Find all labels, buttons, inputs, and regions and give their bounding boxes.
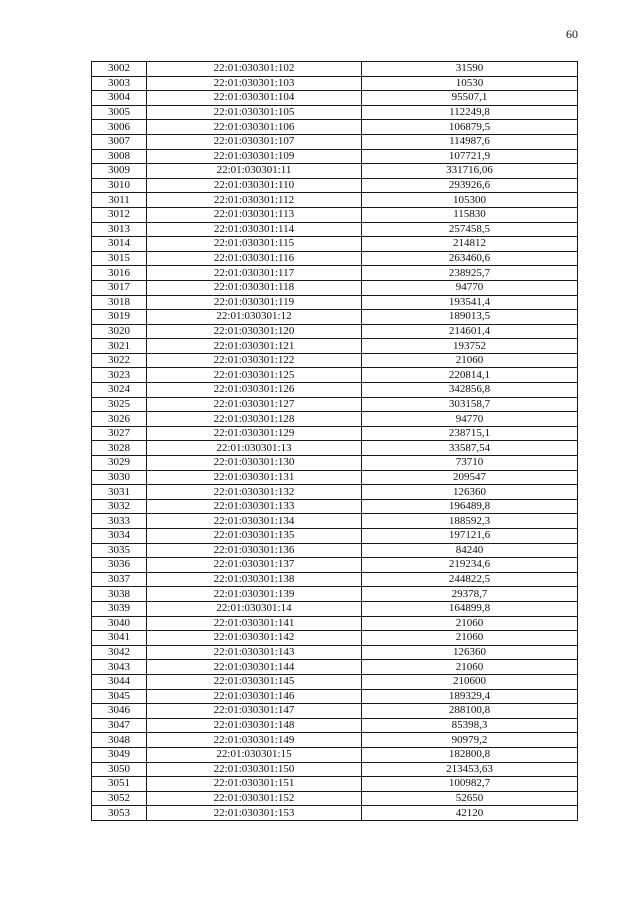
value-cell: 213453,63	[362, 762, 578, 777]
row-number-cell: 3033	[92, 514, 147, 529]
row-number-cell: 3035	[92, 543, 147, 558]
cadastral-value-table	[91, 61, 578, 821]
table-row	[92, 383, 578, 398]
row-number-cell: 3003	[92, 76, 147, 91]
row-number-cell: 3005	[92, 105, 147, 120]
cadastral-number-cell: 22:01:030301:15	[147, 747, 362, 762]
table-row	[92, 324, 578, 339]
cadastral-number-cell: 22:01:030301:106	[147, 120, 362, 135]
value-cell: 210600	[362, 674, 578, 689]
cadastral-number-cell: 22:01:030301:128	[147, 412, 362, 427]
row-number-cell: 3015	[92, 251, 147, 266]
value-cell: 293926,6	[362, 178, 578, 193]
row-number-cell: 3017	[92, 280, 147, 295]
cadastral-number-cell: 22:01:030301:107	[147, 134, 362, 149]
table-row	[92, 558, 578, 573]
table-row	[92, 207, 578, 222]
row-number-cell: 3049	[92, 747, 147, 762]
row-number-cell: 3011	[92, 193, 147, 208]
table-row	[92, 485, 578, 500]
table-row	[92, 280, 578, 295]
cadastral-number-cell: 22:01:030301:144	[147, 660, 362, 675]
row-number-cell: 3047	[92, 718, 147, 733]
cadastral-number-cell: 22:01:030301:133	[147, 499, 362, 514]
cadastral-number-cell: 22:01:030301:11	[147, 164, 362, 179]
table-row	[92, 631, 578, 646]
cadastral-number-cell: 22:01:030301:152	[147, 791, 362, 806]
value-cell: 107721,9	[362, 149, 578, 164]
row-number-cell: 3028	[92, 441, 147, 456]
cadastral-number-cell: 22:01:030301:153	[147, 806, 362, 821]
cadastral-number-cell: 22:01:030301:112	[147, 193, 362, 208]
cadastral-number-cell: 22:01:030301:129	[147, 426, 362, 441]
value-cell: 214601,4	[362, 324, 578, 339]
row-number-cell: 3022	[92, 353, 147, 368]
row-number-cell: 3013	[92, 222, 147, 237]
table-row	[92, 441, 578, 456]
row-number-cell: 3008	[92, 149, 147, 164]
table-row	[92, 572, 578, 587]
value-cell: 94770	[362, 280, 578, 295]
row-number-cell: 3009	[92, 164, 147, 179]
value-cell: 73710	[362, 456, 578, 471]
cadastral-number-cell: 22:01:030301:116	[147, 251, 362, 266]
row-number-cell: 3048	[92, 733, 147, 748]
value-cell: 182800,8	[362, 747, 578, 762]
row-number-cell: 3012	[92, 207, 147, 222]
table-row	[92, 149, 578, 164]
table-row	[92, 193, 578, 208]
value-cell: 263460,6	[362, 251, 578, 266]
value-cell: 209547	[362, 470, 578, 485]
row-number-cell: 3053	[92, 806, 147, 821]
row-number-cell: 3010	[92, 178, 147, 193]
value-cell: 84240	[362, 543, 578, 558]
table-row	[92, 689, 578, 704]
row-number-cell: 3020	[92, 324, 147, 339]
table-row	[92, 164, 578, 179]
row-number-cell: 3043	[92, 660, 147, 675]
row-number-cell: 3018	[92, 295, 147, 310]
value-cell: 112249,8	[362, 105, 578, 120]
row-number-cell: 3024	[92, 383, 147, 398]
table-row	[92, 62, 578, 77]
value-cell: 94770	[362, 412, 578, 427]
value-cell: 21060	[362, 631, 578, 646]
row-number-cell: 3006	[92, 120, 147, 135]
cadastral-number-cell: 22:01:030301:147	[147, 704, 362, 719]
value-cell: 10530	[362, 76, 578, 91]
cadastral-number-cell: 22:01:030301:109	[147, 149, 362, 164]
row-number-cell: 3050	[92, 762, 147, 777]
value-cell: 42120	[362, 806, 578, 821]
table-row	[92, 718, 578, 733]
table-row	[92, 310, 578, 325]
value-cell: 21060	[362, 616, 578, 631]
cadastral-number-cell: 22:01:030301:142	[147, 631, 362, 646]
cadastral-number-cell: 22:01:030301:151	[147, 777, 362, 792]
value-cell: 238715,1	[362, 426, 578, 441]
cadastral-number-cell: 22:01:030301:102	[147, 62, 362, 77]
row-number-cell: 3004	[92, 91, 147, 106]
table-row	[92, 587, 578, 602]
cadastral-number-cell: 22:01:030301:135	[147, 529, 362, 544]
value-cell: 288100,8	[362, 704, 578, 719]
cadastral-number-cell: 22:01:030301:141	[147, 616, 362, 631]
value-cell: 188592,3	[362, 514, 578, 529]
table-row	[92, 456, 578, 471]
value-cell: 257458,5	[362, 222, 578, 237]
table-row	[92, 397, 578, 412]
cadastral-number-cell: 22:01:030301:145	[147, 674, 362, 689]
table-row	[92, 514, 578, 529]
cadastral-number-cell: 22:01:030301:12	[147, 310, 362, 325]
cadastral-number-cell: 22:01:030301:143	[147, 645, 362, 660]
table-row	[92, 120, 578, 135]
value-cell: 164899,8	[362, 601, 578, 616]
cadastral-number-cell: 22:01:030301:136	[147, 543, 362, 558]
row-number-cell: 3045	[92, 689, 147, 704]
row-number-cell: 3052	[92, 791, 147, 806]
row-number-cell: 3040	[92, 616, 147, 631]
value-cell: 126360	[362, 485, 578, 500]
table-row	[92, 733, 578, 748]
row-number-cell: 3030	[92, 470, 147, 485]
value-cell: 197121,6	[362, 529, 578, 544]
row-number-cell: 3038	[92, 587, 147, 602]
table-row	[92, 222, 578, 237]
cadastral-number-cell: 22:01:030301:130	[147, 456, 362, 471]
value-cell: 29378,7	[362, 587, 578, 602]
cadastral-number-cell: 22:01:030301:138	[147, 572, 362, 587]
value-cell: 193752	[362, 339, 578, 354]
value-cell: 31590	[362, 62, 578, 77]
row-number-cell: 3034	[92, 529, 147, 544]
row-number-cell: 3019	[92, 310, 147, 325]
cadastral-number-cell: 22:01:030301:131	[147, 470, 362, 485]
table-row	[92, 543, 578, 558]
table-row	[92, 704, 578, 719]
row-number-cell: 3026	[92, 412, 147, 427]
row-number-cell: 3007	[92, 134, 147, 149]
table-row	[92, 470, 578, 485]
row-number-cell: 3031	[92, 485, 147, 500]
value-cell: 21060	[362, 353, 578, 368]
cadastral-number-cell: 22:01:030301:13	[147, 441, 362, 456]
table-row	[92, 674, 578, 689]
cadastral-number-cell: 22:01:030301:146	[147, 689, 362, 704]
cadastral-number-cell: 22:01:030301:105	[147, 105, 362, 120]
table-row	[92, 134, 578, 149]
value-cell: 21060	[362, 660, 578, 675]
row-number-cell: 3032	[92, 499, 147, 514]
table-row	[92, 178, 578, 193]
value-cell: 219234,6	[362, 558, 578, 573]
cadastral-number-cell: 22:01:030301:14	[147, 601, 362, 616]
value-cell: 33587,54	[362, 441, 578, 456]
value-cell: 95507,1	[362, 91, 578, 106]
table-row	[92, 747, 578, 762]
row-number-cell: 3027	[92, 426, 147, 441]
table-row	[92, 368, 578, 383]
row-number-cell: 3002	[92, 62, 147, 77]
table-row	[92, 339, 578, 354]
value-cell: 126360	[362, 645, 578, 660]
cadastral-number-cell: 22:01:030301:126	[147, 383, 362, 398]
cadastral-number-cell: 22:01:030301:117	[147, 266, 362, 281]
row-number-cell: 3044	[92, 674, 147, 689]
row-number-cell: 3046	[92, 704, 147, 719]
value-cell: 331716,06	[362, 164, 578, 179]
row-number-cell: 3021	[92, 339, 147, 354]
table-body	[92, 62, 578, 821]
cadastral-number-cell: 22:01:030301:115	[147, 237, 362, 252]
table-row	[92, 251, 578, 266]
row-number-cell: 3041	[92, 631, 147, 646]
row-number-cell: 3023	[92, 368, 147, 383]
cadastral-number-cell: 22:01:030301:134	[147, 514, 362, 529]
table-row	[92, 601, 578, 616]
table-row	[92, 91, 578, 106]
value-cell: 189329,4	[362, 689, 578, 704]
value-cell: 220814,1	[362, 368, 578, 383]
row-number-cell: 3042	[92, 645, 147, 660]
table-row	[92, 616, 578, 631]
value-cell: 52650	[362, 791, 578, 806]
cadastral-number-cell: 22:01:030301:150	[147, 762, 362, 777]
table-row	[92, 499, 578, 514]
table-row	[92, 353, 578, 368]
table-row	[92, 412, 578, 427]
cadastral-number-cell: 22:01:030301:132	[147, 485, 362, 500]
table-row	[92, 76, 578, 91]
table-row	[92, 266, 578, 281]
table-row	[92, 762, 578, 777]
table-row	[92, 660, 578, 675]
value-cell: 100982,7	[362, 777, 578, 792]
value-cell: 244822,5	[362, 572, 578, 587]
page-number: 60	[566, 27, 578, 41]
value-cell: 105300	[362, 193, 578, 208]
cadastral-number-cell: 22:01:030301:125	[147, 368, 362, 383]
value-cell: 189013,5	[362, 310, 578, 325]
row-number-cell: 3037	[92, 572, 147, 587]
value-cell: 196489,8	[362, 499, 578, 514]
cadastral-number-cell: 22:01:030301:137	[147, 558, 362, 573]
table-row	[92, 806, 578, 821]
cadastral-number-cell: 22:01:030301:148	[147, 718, 362, 733]
cadastral-number-cell: 22:01:030301:113	[147, 207, 362, 222]
value-cell: 90979,2	[362, 733, 578, 748]
cadastral-number-cell: 22:01:030301:114	[147, 222, 362, 237]
cadastral-number-cell: 22:01:030301:103	[147, 76, 362, 91]
cadastral-number-cell: 22:01:030301:122	[147, 353, 362, 368]
value-cell: 193541,4	[362, 295, 578, 310]
table-row	[92, 777, 578, 792]
value-cell: 238925,7	[362, 266, 578, 281]
value-cell: 342856,8	[362, 383, 578, 398]
row-number-cell: 3039	[92, 601, 147, 616]
cadastral-number-cell: 22:01:030301:139	[147, 587, 362, 602]
table-row	[92, 529, 578, 544]
cadastral-number-cell: 22:01:030301:120	[147, 324, 362, 339]
row-number-cell: 3016	[92, 266, 147, 281]
cadastral-number-cell: 22:01:030301:121	[147, 339, 362, 354]
value-cell: 106879,5	[362, 120, 578, 135]
cadastral-number-cell: 22:01:030301:104	[147, 91, 362, 106]
cadastral-number-cell: 22:01:030301:119	[147, 295, 362, 310]
row-number-cell: 3036	[92, 558, 147, 573]
value-cell: 214812	[362, 237, 578, 252]
cadastral-number-cell: 22:01:030301:118	[147, 280, 362, 295]
cadastral-number-cell: 22:01:030301:110	[147, 178, 362, 193]
row-number-cell: 3025	[92, 397, 147, 412]
table-row	[92, 791, 578, 806]
row-number-cell: 3051	[92, 777, 147, 792]
value-cell: 115830	[362, 207, 578, 222]
cadastral-number-cell: 22:01:030301:149	[147, 733, 362, 748]
table-row	[92, 426, 578, 441]
cadastral-number-cell: 22:01:030301:127	[147, 397, 362, 412]
value-cell: 114987,6	[362, 134, 578, 149]
table-row	[92, 105, 578, 120]
row-number-cell: 3029	[92, 456, 147, 471]
row-number-cell: 3014	[92, 237, 147, 252]
value-cell: 303158,7	[362, 397, 578, 412]
value-cell: 85398,3	[362, 718, 578, 733]
table-row	[92, 295, 578, 310]
table-row	[92, 237, 578, 252]
table-row	[92, 645, 578, 660]
